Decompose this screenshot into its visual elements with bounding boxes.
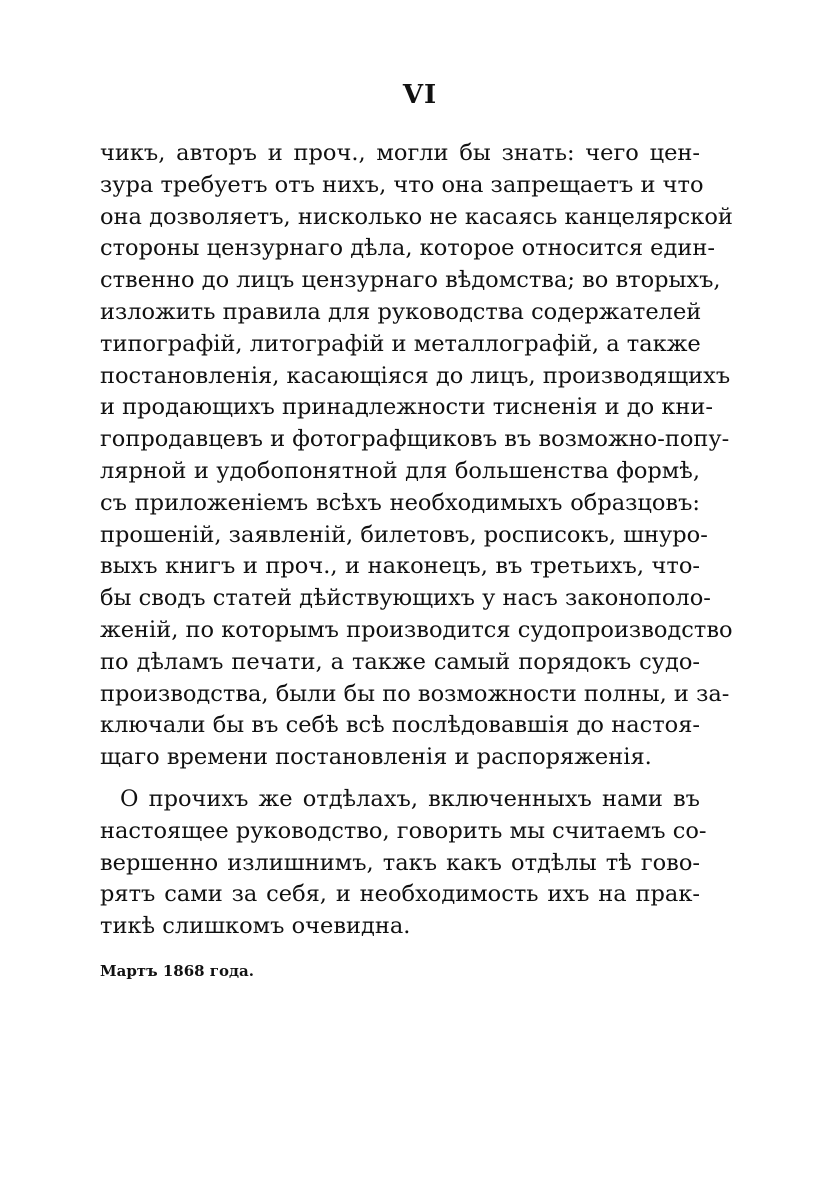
text-line: съ приложеніемъ всѣхъ необходимыхъ образцовъ:	[100, 489, 700, 516]
text-line: и продающихъ принадлежности тисненія и до кни-	[100, 394, 713, 421]
paragraph-2	[100, 784, 707, 943]
text-line: чикъ, авторъ и проч., могли бы знать: чего цен-	[100, 140, 700, 166]
text-line: щаго времени постановленія и распоряженія.	[100, 744, 652, 771]
page-number: VI	[402, 80, 438, 110]
text-line: бы сводъ статей дѣйствующихъ у насъ законополо-	[100, 585, 711, 612]
text-line: вершенно излишнимъ, такъ какъ отдѣлы тѣ гово-	[100, 849, 700, 876]
paragraph-gap	[100, 774, 700, 784]
date-line: Мартъ 1868 года.	[100, 962, 254, 980]
text-line: выхъ книгъ и проч., и наконецъ, въ третьихъ, что-	[100, 553, 700, 580]
text-line: женій, по которымъ производится судопроизводство	[100, 616, 733, 643]
text-line: гопродавцевъ и фотографщиковъ въ возможно-попу-	[100, 426, 730, 453]
text-line: по дѣламъ печати, а также самый порядокъ судо-	[100, 648, 700, 675]
text-line: лярной и удобопонятной для большенства формѣ,	[100, 457, 700, 484]
text-line: стороны цензурнаго дѣла, которое относится един-	[100, 235, 715, 262]
text-line: она дозволяетъ, нисколько не касаясь канцелярской	[100, 203, 733, 230]
text-line: зура требуетъ отъ нихъ, что она запрещаетъ и что	[100, 171, 704, 198]
text-line: постановленія, касающіяся до лицъ, производящихъ	[100, 362, 731, 389]
text-line: тикѣ слишкомъ очевидна.	[100, 913, 411, 940]
text-line: производства, были бы по возможности полны, и за-	[100, 680, 730, 707]
text-line: прошеній, заявленій, билетовъ, росписокъ, шнуро-	[100, 521, 708, 548]
text-line: типографій, литографій и металлографій, а также	[100, 330, 701, 357]
paragraph-1	[100, 138, 733, 774]
text-line: настоящее руководство, говорить мы считаемъ со-	[100, 817, 707, 844]
body-text	[100, 138, 733, 943]
text-line: изложить правила для руководства содержателей	[100, 298, 702, 325]
text-line: рятъ сами за себя, и необходимость ихъ на прак-	[100, 881, 700, 908]
text-line: ственно до лицъ цензурнаго вѣдомства; во вторыхъ,	[100, 267, 721, 294]
text-line: ключали бы въ себѣ всѣ послѣдовавшія до настоя-	[100, 712, 700, 739]
text-line: О прочихъ же отдѣлахъ, включенныхъ нами въ	[120, 785, 700, 812]
